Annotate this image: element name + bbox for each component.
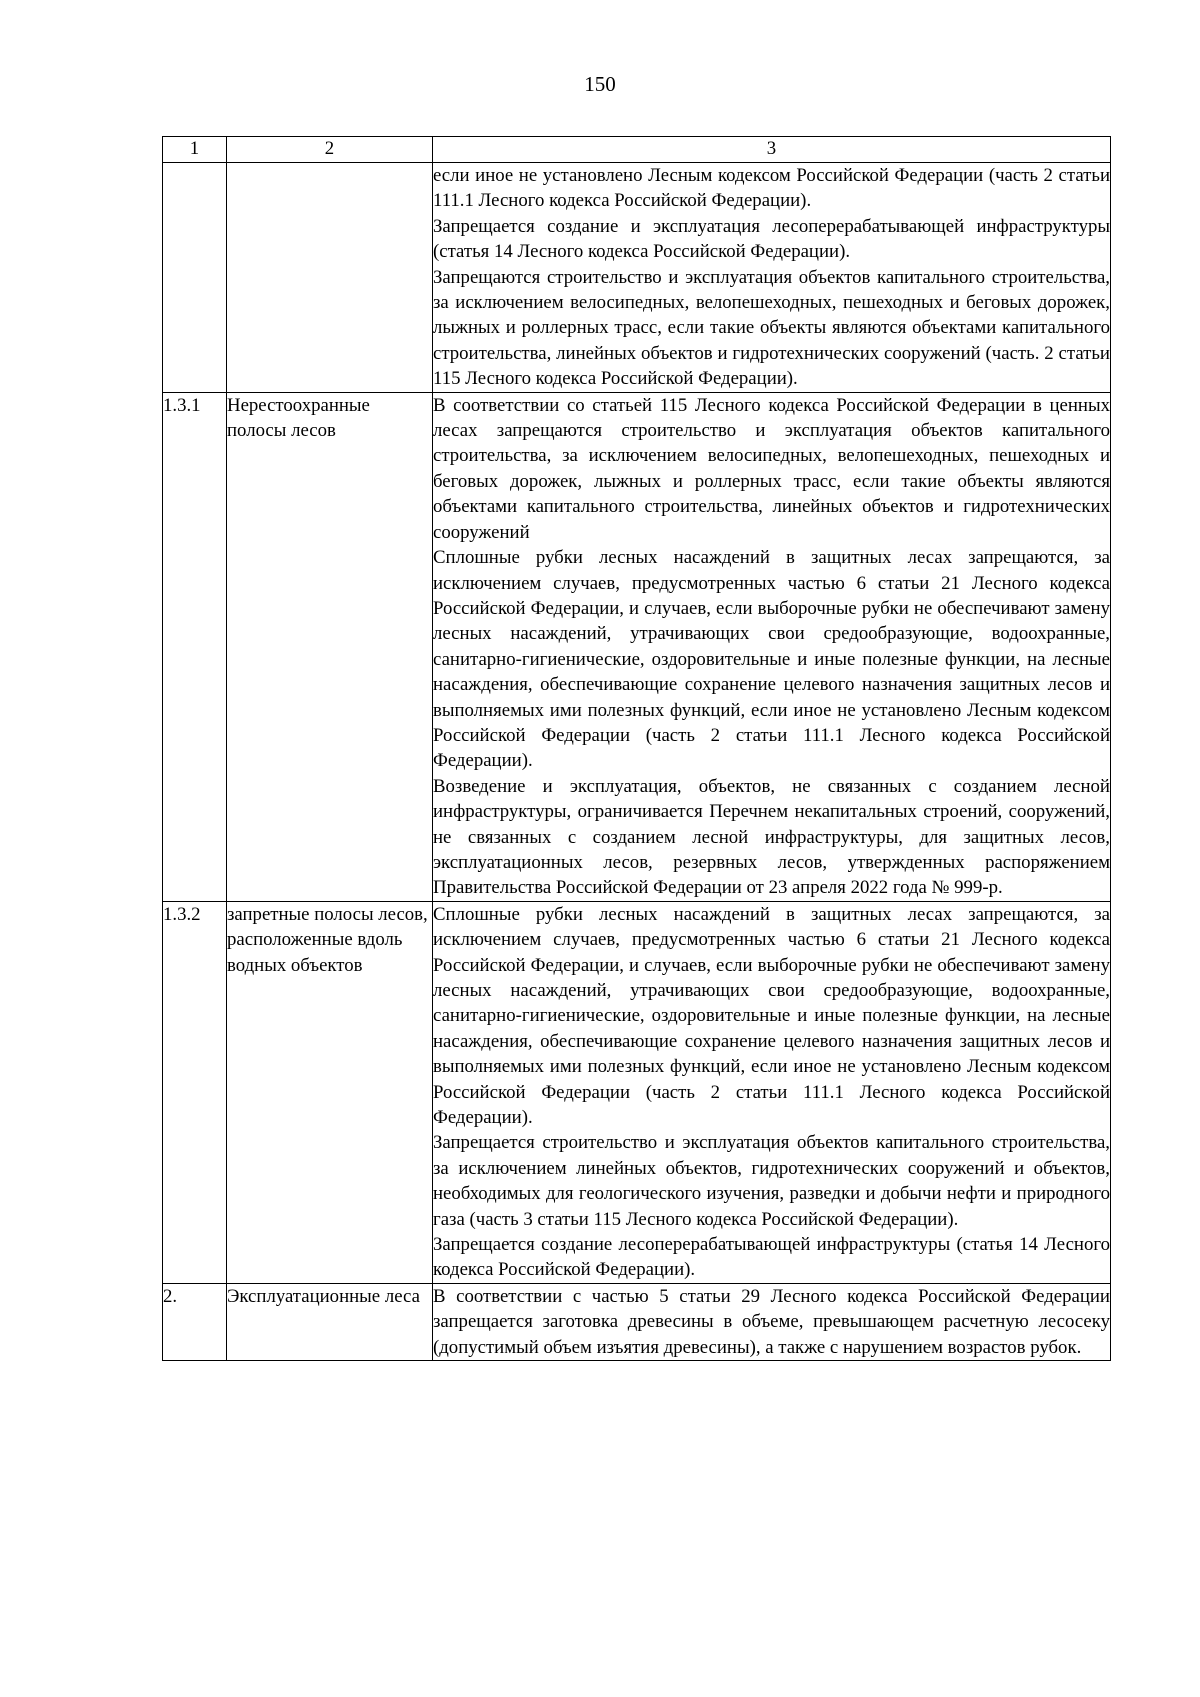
forest-category: Нерестоохранные полосы лесов (227, 392, 433, 901)
paragraph: Сплошные рубки лесных насаждений в защитных лесах запрещаются, за исключением случаев, предусмотренных частью 6 статьи 21 Лесного кодекса Российской Федерации, и случаев, если выборочные рубки не обеспечивают замену лесных насаждений, утрачивающих свои средообразующие, водоохранные, санитарно-гигиенические, оздоровительные и иные полезные функции, на лесные насаждения, обеспечивающие сохранение целевого назначения защитных лесов и выполняемых ими полезных функций, если иное не установлено Лесным кодексом Российской Федерации (часть 2 статьи 111.1 Лесного кодекса Российской Федерации). (433, 903, 1110, 1129)
restriction-text (433, 392, 1111, 901)
header-cell-2: 2 (227, 137, 433, 163)
paragraph: если иное не установлено Лесным кодексом Российской Федерации (часть 2 статьи 111.1 Лесного кодекса Российской Федерации). (433, 165, 1110, 212)
forest-category: запретные полосы лесов, расположенные вдоль водных объектов (227, 901, 433, 1283)
row-number: 1.3.1 (163, 392, 227, 901)
restriction-text (433, 901, 1111, 1283)
header-cell-3: 3 (433, 137, 1111, 163)
paragraph: Сплошные рубки лесных насаждений в защитных лесах запрещаются, за исключением случаев, предусмотренных частью 6 статьи 21 Лесного кодекса Российской Федерации, и случаев, если выборочные рубки не обеспечивают замену лесных насаждений, утрачивающих свои средообразующие, водоохранные, санитарно-гигиенические, оздоровительные и иные полезные функции, на лесные насаждения, обеспечивающие сохранение целевого назначения защитных лесов и выполняемых ими полезных функций, если иное не установлено Лесным кодексом Российской Федерации (часть 2 статьи 111.1 Лесного кодекса Российской Федерации). (433, 547, 1110, 772)
row-number (163, 163, 227, 393)
restriction-text (433, 1283, 1111, 1360)
paragraph: Запрещается строительство и эксплуатация объектов капитального строительства, за исключением линейных объектов, гидротехнических сооружений и объектов, необходимых для геологического изучения, разведки и добычи нефти и природного газа (часть 3 статьи 115 Лесного кодекса Российской Федерации). (433, 1132, 1110, 1230)
restrictions-table (162, 136, 1111, 1361)
paragraph: Запрещается создание и эксплуатация лесоперерабатывающей инфраструктуры (статья 14 Лесного кодекса Российской Федерации). (433, 215, 1110, 263)
table-row (163, 901, 1111, 1283)
paragraph: В соответствии со статьей 115 Лесного кодекса Российской Федерации в ценных лесах запрещаются строительство и эксплуатация объектов капитального строительства, за исключением велосипедных, велопешеходных, пешеходных и беговых дорожек, лыжных и роллерных трасс, если такие объекты являются объектами капитального строительства, линейных объектов и гидротехнических сооружений (433, 394, 1110, 543)
table-row (163, 163, 1111, 393)
paragraph: Возведение и эксплуатация, объектов, не связанных с созданием лесной инфраструктуры, ограничивается Перечнем некапитальных строений, сооружений, не связанных с созданием лесной инфраструктуры, для защитных лесов, эксплуатационных лесов, резервных лесов, утвержденных распоряжением Правительства Российской Федерации от 23 апреля 2022 года № 999-р. (433, 775, 1110, 899)
header-cell-1: 1 (163, 137, 227, 163)
forest-category: Эксплуатационные леса (227, 1283, 433, 1360)
table-header-row (163, 137, 1111, 163)
paragraph: В соответствии с частью 5 статьи 29 Лесного кодекса Российской Федерации запрещается заготовка древесины в объеме, превышающем расчетную лесосеку (допустимый объем изъятия древесины), а также с нарушением возрастов рубок. (433, 1285, 1110, 1358)
table-row (163, 392, 1111, 901)
row-number: 1.3.2 (163, 901, 227, 1283)
page-number: 150 (584, 72, 616, 96)
paragraph: Запрещается создание лесоперерабатывающей инфраструктуры (статья 14 Лесного кодекса Российской Федерации). (433, 1234, 1110, 1281)
forest-category (227, 163, 433, 393)
paragraph: Запрещаются строительство и эксплуатация объектов капитального строительства, за исключением велосипедных, велопешеходных, пешеходных и беговых дорожек, лыжных и роллерных трасс, если такие объекты являются объектами капитального строительства, линейных объектов и гидротехнических сооружений (часть. 2 статьи 115 Лесного кодекса Российской Федерации). (433, 266, 1110, 390)
row-number: 2. (163, 1283, 227, 1360)
restriction-text (433, 163, 1111, 393)
table-row (163, 1283, 1111, 1360)
